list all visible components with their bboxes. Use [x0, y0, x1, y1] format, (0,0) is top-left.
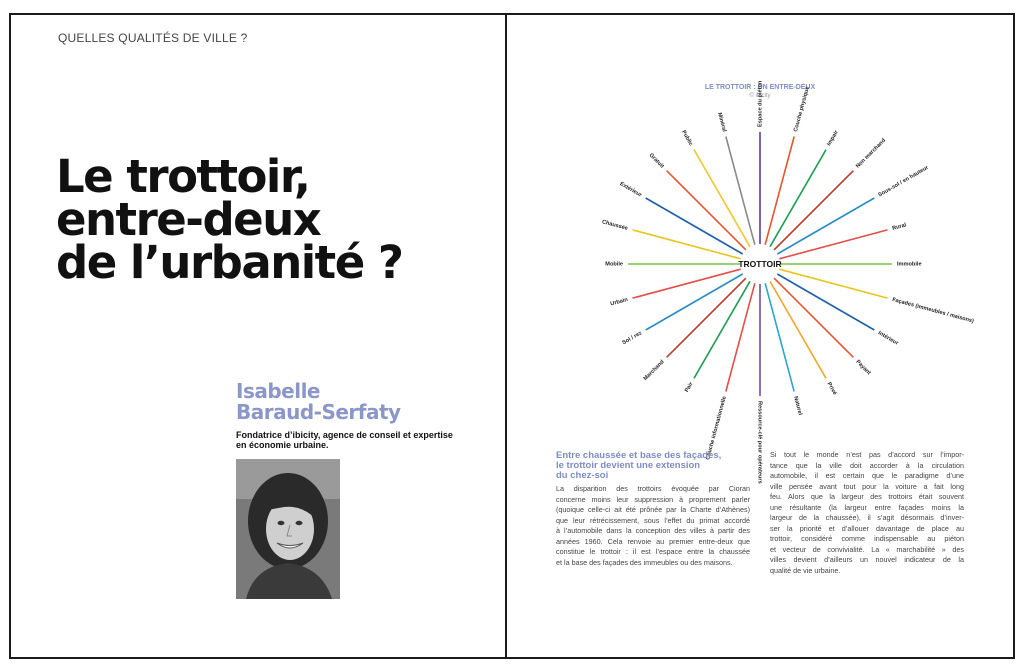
body-column-2: [770, 450, 964, 576]
diagram-spoke: [774, 171, 853, 250]
diagram-spoke-label: Urbain: [609, 297, 629, 308]
diagram-spoke-label: Chaussée: [601, 219, 629, 232]
diagram-spoke-label: Façades (immeubles / maisons): [891, 297, 975, 325]
diagram-spoke-label: Privé: [825, 381, 838, 397]
title-line: de l’urbanité ?: [56, 236, 403, 289]
body-line: que leur rétrécissement, sous l’effet du primat accordé: [556, 515, 750, 525]
body-line: ville pensée avant tout pour la voiture a fait long: [770, 481, 964, 491]
body-line: trottoir, considéré comme indispensable au piéton: [770, 534, 964, 543]
author-name: [236, 381, 401, 423]
body-line: feu. Alors que la largeur des trottoirs était souvent: [770, 492, 964, 501]
diagram-spoke-label: Minéral: [716, 112, 727, 133]
diagram-spoke-label: Extérieur: [618, 181, 643, 199]
body-line: La disparition des trottoirs évoquée par Cioran: [556, 484, 750, 493]
body-line: qualité de vie urbaine.: [770, 565, 841, 575]
diagram-spoke-label: Impair: [826, 129, 840, 148]
body-line: automobile, il est certain que le paradigme d’une: [770, 471, 964, 480]
diagram-spoke-label: Payant: [854, 359, 872, 377]
diagram-spoke-label: Gratuit: [647, 152, 665, 170]
diagram-spoke-label: Rural: [891, 222, 908, 232]
title-line: Le trottoir,: [56, 150, 310, 203]
article-title: [56, 150, 496, 289]
diagram-spoke-label: Public: [680, 129, 694, 148]
diagram-spoke: [667, 171, 746, 250]
author-last-name: Baraud-Serfaty: [236, 400, 401, 424]
diagram-spoke-label: Sous-sol / en hauteur: [877, 164, 930, 199]
diagram-spoke-label: Marchand: [642, 359, 666, 383]
diagram-spoke-label: Non marchand: [855, 137, 888, 170]
diagram-spoke: [774, 278, 853, 357]
body-line: (quoique celle-ci ait été prônée par la Charte d’Athènes): [556, 505, 750, 514]
body-line: et la base des façades des immeubles ou des maisons.: [556, 557, 733, 567]
diagram-spoke-label: Immobile: [897, 261, 922, 268]
author-role-line: en économie urbaine.: [236, 440, 329, 450]
diagram-credit: © ibicity: [749, 93, 771, 99]
body-line: une résultante (la largeur entre façades moins la: [770, 502, 964, 512]
diagram-spokes: [601, 80, 974, 484]
body-line: années 1960. Cela renvoie au premier entre-deux que: [556, 536, 750, 546]
body-line: largeur de la chaussée), il s’agit désormais d’inver-: [770, 513, 964, 522]
diagram-spoke: [667, 278, 746, 357]
page-gutter: [505, 13, 507, 659]
diagram-title: LE TROTTOIR : UN ENTRE-DEUX: [704, 84, 816, 91]
diagram-spoke-label: Sol / rez: [621, 330, 644, 347]
section-heading-line: le trottoir devient une extension: [556, 460, 701, 471]
body-line: et vecteur de convivialité. La « marchabilité » des: [770, 544, 964, 554]
diagram-spoke-label: Pair: [684, 381, 695, 394]
diagram-spoke-label: Ressource-clé pour opérateurs: [756, 401, 763, 484]
author-portrait: [236, 459, 340, 599]
diagram-spoke-label: Mobile: [605, 261, 623, 268]
body-line: concerne moins leur suppression à proprement parler: [556, 494, 750, 504]
diagram-spoke-label: Couche informationnelle: [705, 395, 728, 461]
body-line: constitue le trottoir : il est l’espace entre la chaussée: [556, 547, 750, 556]
title-line: entre-deux: [56, 193, 321, 246]
section-heading: [556, 451, 756, 481]
section-heading-line: Entre chaussée et base des façades,: [556, 450, 722, 461]
section-kicker: QUELLES QUALITÉS DE VILLE ?: [58, 31, 248, 45]
body-line: Si tout le monde n’est pas d’accord sur l’impor-: [770, 450, 964, 459]
body-column-1: [556, 484, 750, 568]
body-line: villes devient d’ailleurs un nouvel indicateur de la: [770, 555, 964, 564]
author-role-line: Fondatrice d’ibicity, agence de conseil et expertise: [236, 430, 453, 440]
body-line: à l’automobile dans la conception des villes à partir des: [556, 526, 750, 535]
diagram-spoke-label: Couche physique: [793, 85, 811, 133]
diagram-center-label: TROTTOIR: [738, 259, 782, 269]
body-line: ser la priorité et d’allouer davantage de place au: [770, 523, 964, 533]
section-heading-line: du chez-soi: [556, 470, 609, 481]
diagram-spoke-label: Intérieur: [876, 330, 900, 347]
body-line: tance que la ville doit accorder à la circulation: [770, 460, 964, 470]
portrait-illustration: [236, 459, 340, 599]
author-first-name: Isabelle: [236, 379, 320, 403]
diagram-spoke-label: Espace du piéton: [757, 80, 764, 127]
author-role: [236, 430, 456, 450]
diagram-spoke-label: Naturel: [792, 395, 803, 416]
